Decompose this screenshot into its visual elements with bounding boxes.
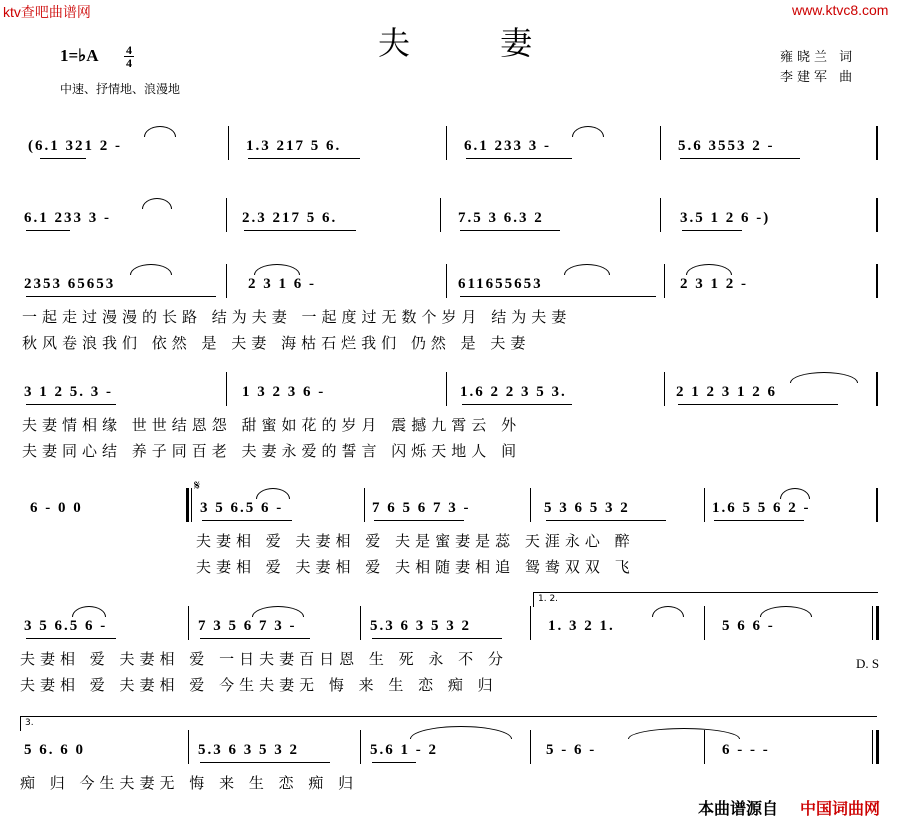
final-barline bbox=[876, 730, 879, 764]
measure: 5.3 6 3 5 3 2 bbox=[198, 742, 299, 758]
barline bbox=[360, 730, 361, 764]
underline bbox=[546, 520, 666, 521]
slur bbox=[144, 126, 176, 137]
measure: 2 3 1 6 - bbox=[248, 276, 316, 292]
measure: 6 - 0 0 bbox=[30, 500, 83, 516]
measure: 6 - - - bbox=[722, 742, 770, 758]
barline bbox=[876, 264, 878, 298]
barline bbox=[876, 372, 878, 406]
barline bbox=[876, 198, 878, 232]
barline bbox=[446, 264, 447, 298]
dal-segno-mark: D. S bbox=[856, 656, 880, 671]
measure: 5.3 6 3 5 3 2 bbox=[370, 618, 471, 634]
footer-source-label: 本曲谱源自 bbox=[698, 799, 779, 818]
underline bbox=[682, 230, 742, 231]
slur bbox=[780, 488, 810, 499]
measure: (6.1 321 2 - bbox=[28, 138, 122, 154]
barline bbox=[446, 372, 447, 406]
underline bbox=[680, 158, 800, 159]
slur bbox=[652, 606, 684, 617]
underline bbox=[26, 296, 216, 297]
measure: 5 6 6 - bbox=[722, 618, 775, 634]
barline bbox=[704, 488, 705, 522]
measure: 5.6 3553 2 - bbox=[678, 138, 775, 154]
measure: 2 1 2 3 1 2 6 bbox=[676, 384, 777, 400]
measure: 3.5 1 2 6 -) bbox=[680, 210, 771, 226]
barline bbox=[364, 488, 365, 522]
barline bbox=[226, 372, 227, 406]
slur bbox=[254, 264, 300, 275]
barline bbox=[446, 126, 447, 160]
underline bbox=[40, 158, 86, 159]
measure: 5 - 6 - bbox=[546, 742, 597, 758]
barline bbox=[876, 126, 878, 160]
barline bbox=[360, 606, 361, 640]
measure: 2353 65653 bbox=[24, 276, 116, 292]
measure: 6.1 233 3 - bbox=[24, 210, 111, 226]
slur bbox=[72, 606, 106, 617]
volta-bracket-3: 3. bbox=[20, 716, 877, 731]
time-signature: $\frac{4}{4}$ bbox=[126, 43, 132, 70]
measure: 5.6 1 - 2 bbox=[370, 742, 438, 758]
underline bbox=[372, 762, 416, 763]
underline bbox=[200, 638, 310, 639]
composer-credit: 李建军 曲 bbox=[780, 70, 857, 85]
underline bbox=[26, 404, 116, 405]
barline bbox=[664, 264, 665, 298]
slur bbox=[572, 126, 604, 137]
barline bbox=[188, 606, 189, 640]
measure: 1. 3 2 1. bbox=[548, 618, 615, 634]
measure: 1.3 217 5 6. bbox=[246, 138, 342, 154]
slur bbox=[564, 264, 610, 275]
barline bbox=[660, 126, 661, 160]
watermark-right: www.ktvc8.com bbox=[792, 2, 889, 18]
underline bbox=[460, 296, 656, 297]
measure: 1.6 5 5 6 2 - bbox=[712, 500, 811, 516]
barline bbox=[664, 372, 665, 406]
barline bbox=[872, 730, 873, 764]
measure: 6.1 233 3 - bbox=[464, 138, 551, 154]
repeat-barline bbox=[186, 488, 189, 522]
underline bbox=[202, 520, 292, 521]
measure: 3 5 6.5 6 - bbox=[24, 618, 108, 634]
underline bbox=[248, 158, 360, 159]
footer-source-site[interactable]: 中国词曲网 bbox=[800, 799, 881, 818]
measure: 3 1 2 5. 3 - bbox=[24, 384, 113, 400]
measure: 2 3 1 2 - bbox=[680, 276, 748, 292]
underline bbox=[678, 404, 838, 405]
slur bbox=[760, 606, 812, 617]
underline bbox=[372, 638, 502, 639]
underline bbox=[460, 230, 560, 231]
repeat-end-barline bbox=[876, 606, 879, 640]
barline bbox=[191, 488, 192, 522]
slur bbox=[130, 264, 172, 275]
barline bbox=[704, 606, 705, 640]
barline bbox=[876, 488, 878, 522]
barline bbox=[226, 198, 227, 232]
measure: 1 3 2 3 6 - bbox=[242, 384, 326, 400]
measure: 2.3 217 5 6. bbox=[242, 210, 338, 226]
barline bbox=[440, 198, 441, 232]
tempo-marking: 中速、抒情地、浪漫地 bbox=[60, 82, 181, 96]
measure: 5 3 6 5 3 2 bbox=[544, 500, 630, 516]
measure: 7 6 5 6 7 3 - bbox=[372, 500, 471, 516]
barline bbox=[530, 730, 531, 764]
slur bbox=[252, 606, 304, 617]
barline bbox=[530, 488, 531, 522]
measure: 7 3 5 6 7 3 - bbox=[198, 618, 297, 634]
underline bbox=[26, 638, 116, 639]
underline bbox=[244, 230, 356, 231]
underline bbox=[200, 762, 330, 763]
measure: 3 5 6.5 6 - bbox=[200, 500, 284, 516]
barline bbox=[228, 126, 229, 160]
barline bbox=[226, 264, 227, 298]
barline bbox=[188, 730, 189, 764]
watermark-left: ktv查吧曲谱网 bbox=[3, 4, 91, 20]
underline bbox=[462, 404, 572, 405]
measure: 5 6. 6 0 bbox=[24, 742, 85, 758]
underline bbox=[466, 158, 572, 159]
measure: 1.6 2 2 3 5 3. bbox=[460, 384, 567, 400]
lyricist-credit: 雍晓兰 词 bbox=[780, 50, 857, 65]
barline bbox=[660, 198, 661, 232]
slur bbox=[686, 264, 732, 275]
barline bbox=[530, 606, 531, 640]
slur bbox=[790, 372, 858, 383]
volta-bracket-1-2: 1. 2. bbox=[533, 592, 878, 607]
underline bbox=[26, 230, 70, 231]
measure: 611655653 bbox=[458, 276, 543, 292]
underline bbox=[374, 520, 464, 521]
slur bbox=[142, 198, 172, 209]
barline bbox=[872, 606, 873, 640]
underline bbox=[714, 520, 804, 521]
measure: 7.5 3 6.3 2 bbox=[458, 210, 544, 226]
segno-icon: 𝄋 bbox=[194, 478, 201, 494]
slur bbox=[256, 488, 290, 499]
song-title: 夫 妻 bbox=[378, 24, 573, 62]
key-signature: 1=♭A bbox=[60, 46, 99, 65]
